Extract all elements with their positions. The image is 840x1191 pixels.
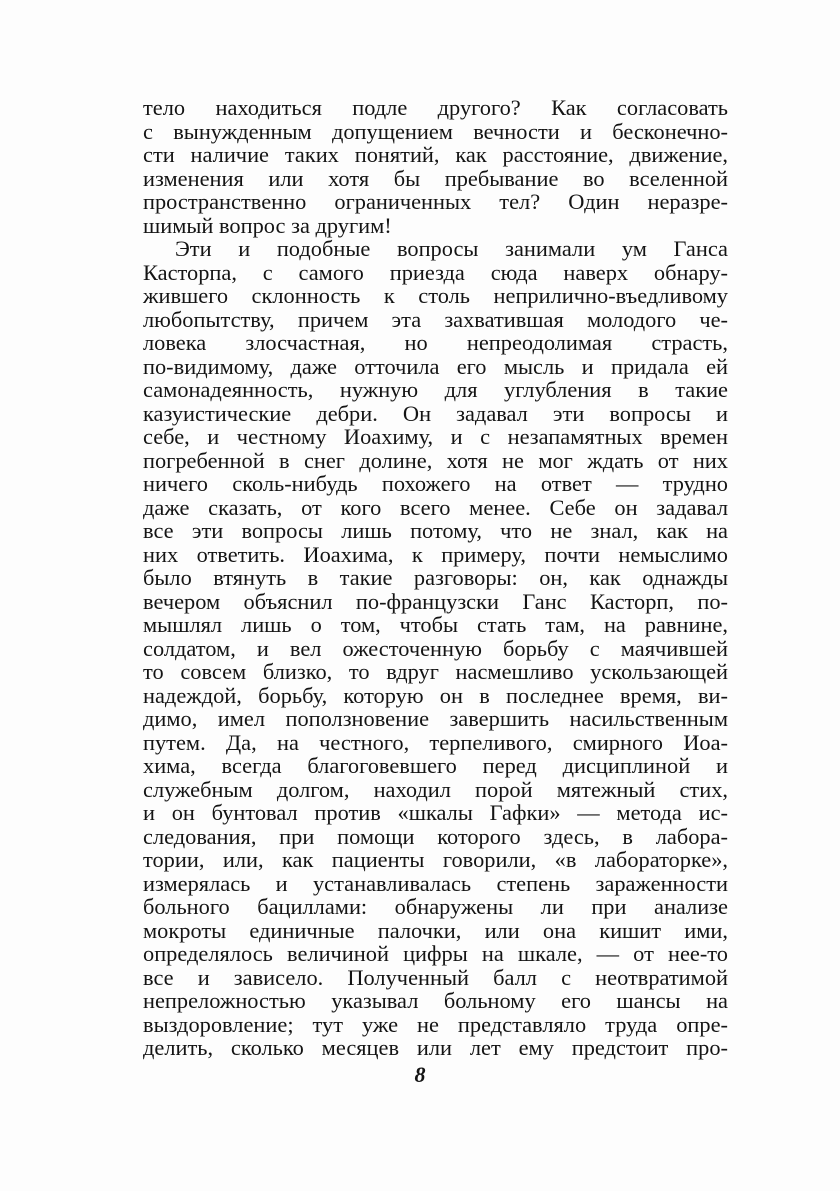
text-line: хима, всегда благоговевшего перед дисциплиной и [143,753,728,778]
text-line: мышлял лишь о том, чтобы стать там, на равнине, [143,612,728,637]
text-line: то совсем близко, то вдруг насмешливо ускользающей [143,659,728,684]
text-line: следования, при помощи которого здесь, в лабора- [143,823,728,849]
text-line: служебным долгом, находил порой мятежный стих, [143,776,728,802]
body-text [143,96,728,1060]
text-line: Касторпа, с самого приезда сюда наверх обнару- [143,259,728,285]
text-line: вечером объяснил по-французски Ганс Касторп, по- [143,588,728,614]
text-line: солдатом, и вел ожесточенную борьбу с маячившей [143,635,728,661]
text-line: ловека злосчастная, но непреодолимая страсть, [143,330,728,355]
paragraph-2 [143,237,728,1060]
text-line: измерялась и устанавливалась степень зараженности [143,870,728,896]
page-number: 8 [414,1062,426,1087]
text-line: даже сказать, от кого всего менее. Себе он задавал [143,494,728,520]
text-line: шимый вопрос за другим! [143,212,392,238]
text-line: тории, или, как пациенты говорили, «в лабораторке», [143,847,728,872]
paragraph-1 [143,96,728,237]
text-line: выздоровление; тут уже не представляло труда опре- [143,1011,728,1037]
text-line: было втянуть в такие разговоры: он, как однажды [143,565,728,590]
text-line: больного бациллами: обнаружены ли при анализе [143,894,728,919]
text-line: них ответить. Иоахима, к примеру, почти немыслимо [143,541,728,567]
text-line: делить, сколько месяцев или лет ему предстоит про- [143,1035,728,1060]
text-line: и он бунтовал против «шкалы Гафки» — метода ис- [143,800,728,825]
text-line: Эти и подобные вопросы занимали ум Ганса [175,236,728,261]
text-line: димо, имел поползновение завершить насильственным [143,706,728,731]
text-line: определялось величиной цифры на шкале, — от нее-то [143,941,728,966]
text-line: любопытству, причем эта захватившая молодого че- [143,306,728,332]
text-line: казуистические дебри. Он задавал эти вопросы и [143,400,728,426]
text-line: мокроты единичные палочки, или она кишит ими, [143,917,728,943]
text-line: погребенной в снег долине, хотя не мог ждать от них [143,447,728,473]
text-line: надеждой, борьбу, которую он в последнее время, ви- [143,682,728,708]
text-line: тело находиться подле другого? Как согласовать [143,95,728,120]
text-line: изменения или хотя бы пребывание во вселенной [143,165,728,191]
text-line: ничего сколь-нибудь похожего на ответ — трудно [143,471,728,496]
text-line: путем. Да, на честного, терпеливого, смирного Иоа- [143,729,728,755]
text-line: непреложностью указывал больному его шансы на [143,988,728,1013]
text-line: сти наличие таких понятий, как расстояние, движение, [143,142,728,167]
text-line: себе, и честному Иоахиму, и с незапамятных времен [143,424,728,449]
text-line: с вынужденным допущением вечности и бесконечно- [143,118,728,144]
text-line: жившего склонность к столь неприлично-въедливому [143,283,728,308]
text-line: все эти вопросы лишь потому, что не знал, как на [143,518,728,543]
text-line: пространственно ограниченных тел? Один неразре- [143,189,728,214]
text-line: самонадеянность, нужную для углубления в такие [143,377,728,402]
text-line: по-видимому, даже отточила его мысль и придала ей [143,353,728,379]
text-line: все и зависело. Полученный балл с неотвратимой [143,964,728,990]
